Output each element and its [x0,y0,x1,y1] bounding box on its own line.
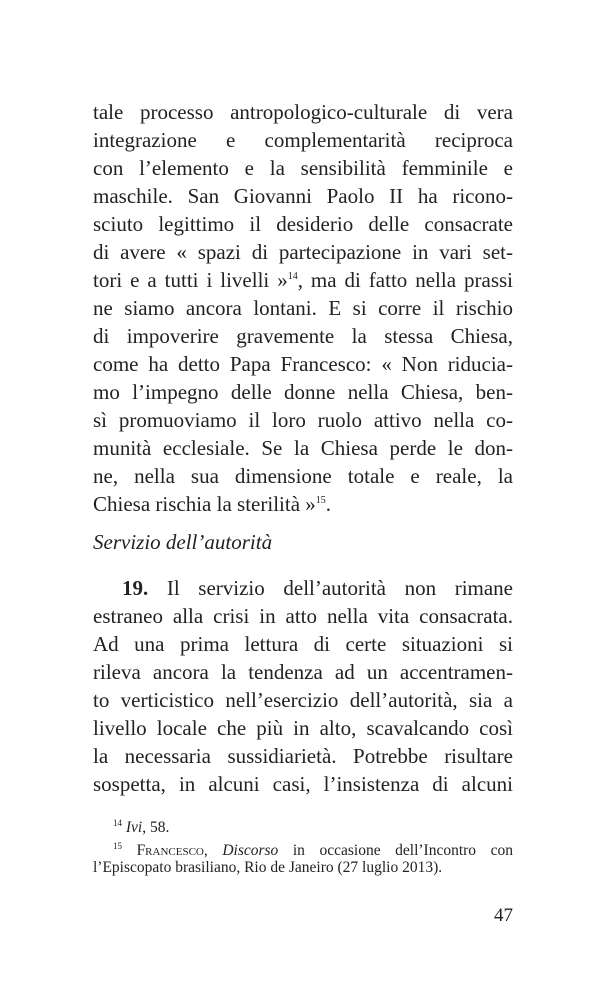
body-text-line: la necessaria sussidiarietà. Potrebbe risultare [93,744,513,768]
footnote-number: 14 [113,818,122,828]
body-text-fragment: Il servizio dell’autorità non rimane [166,576,514,600]
body-text-line: tale processo antropologico-culturale di vera [93,100,513,124]
body-text-fragment: . [325,492,332,516]
footnote-text: , 58. [142,819,170,836]
body-text-line: ne, nella sua dimensione totale e reale, la [93,464,513,488]
page-number: 47 [494,905,513,926]
body-text-line: munità ecclesiale. Se la Chiesa perde le don- [93,436,513,460]
paragraph-number: 19. [122,576,149,600]
body-text-fragment: , ma di fatto nella prassi [297,268,513,292]
footnote-separator: , [203,842,223,859]
section-heading: Servizio dell’autorità [93,530,273,554]
footnote-work-title: Discorso [222,842,279,859]
body-text-line [122,574,513,602]
footnote-ref-15: 15 [315,495,326,506]
body-text-line: di avere « spazi di partecipazione in vari set- [93,240,513,264]
footnote-reference: Ivi [125,819,143,836]
body-text-line: ne siamo ancora lontani. E si corre il rischio [93,296,513,320]
body-text-line [93,490,513,518]
footnote-15-continuation: l’Episcopato brasiliano, Rio de Janeiro (27 luglio 2013). [93,859,443,876]
body-text-line: come ha detto Papa Francesco: « Non riducia- [93,352,513,376]
footnote-number: 15 [113,841,122,851]
body-text-line: sì promuoviamo il loro ruolo attivo nella co- [93,408,513,432]
body-text-line: sciuto legittimo il desiderio delle consacrate [93,212,513,236]
body-text-line: to verticistico nell’esercizio dell’autorità, sia a [93,688,513,712]
body-text-line: livello locale che più in alto, scavalcando così [93,716,513,740]
footnote-author: Francesco [136,842,204,859]
body-text-fragment: tori e a tutti i livelli » [93,268,288,292]
body-text-line: mo l’impegno delle donne nella Chiesa, ben- [93,380,513,404]
body-text-line: integrazione e complementarità reciproca [93,128,513,152]
body-text-fragment: Chiesa rischia la sterilità » [93,492,316,516]
body-text-line: di impoverire gravemente la stessa Chiesa, [93,324,513,348]
body-text-line: Ad una prima lettura di certe situazioni si [93,632,513,656]
body-text-line [93,266,513,294]
body-text-line: rileva ancora la tendenza ad un accentramen- [93,660,513,684]
footnote-ref-14: 14 [287,271,298,282]
body-text-line: sospetta, in alcuni casi, l’insistenza di alcuni [93,772,513,796]
footnote-text: in occasione dell’Incontro con [278,842,513,859]
body-text-line: estraneo alla crisi in atto nella vita consacrata. [93,604,513,628]
body-text-line: maschile. San Giovanni Paolo II ha ricono- [93,184,513,208]
body-text-line: con l’elemento e la sensibilità femminile e [93,156,513,180]
